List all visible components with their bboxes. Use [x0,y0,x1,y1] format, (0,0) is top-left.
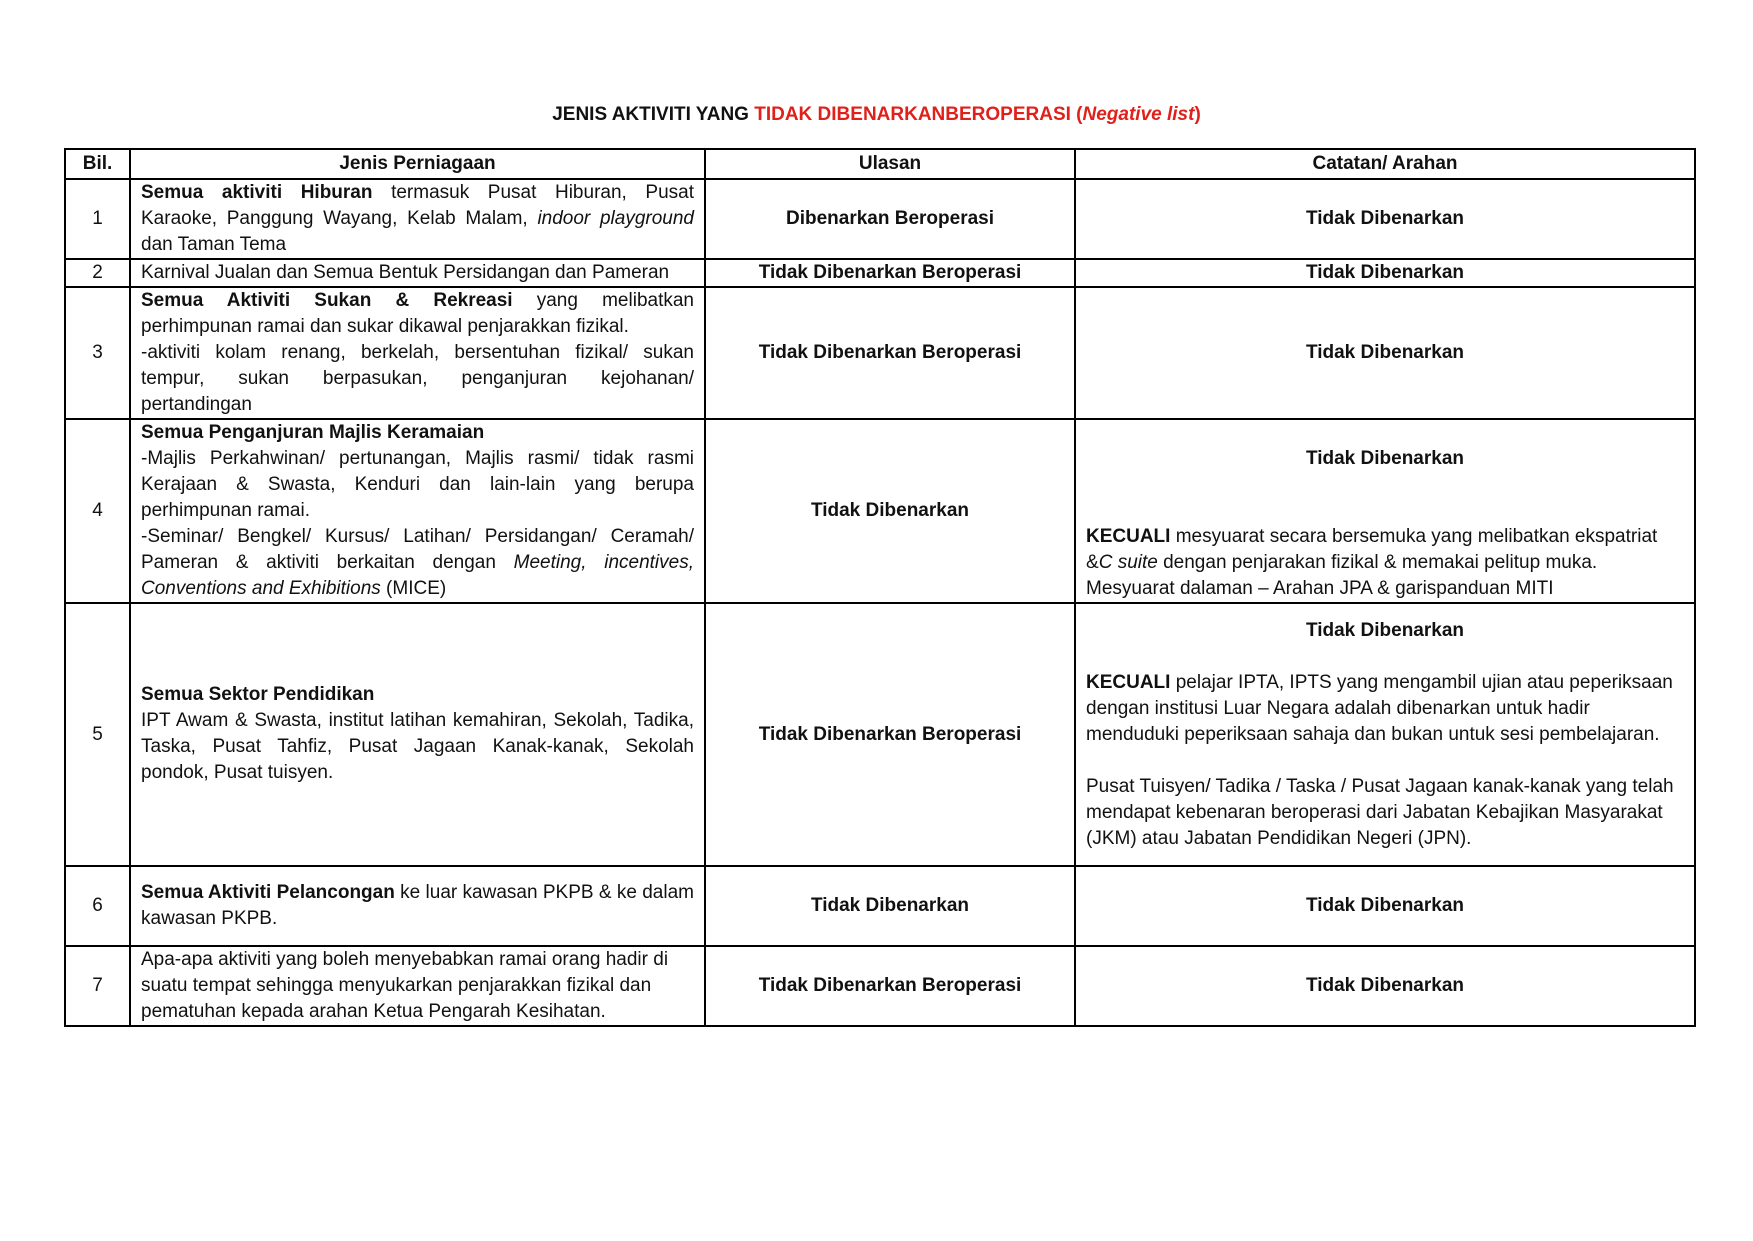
row-ulasan: Tidak Dibenarkan Beroperasi [705,287,1075,419]
table-row [65,603,1695,866]
row-catatan [1075,419,1695,603]
title-part-red: TIDAK DIBENARKANBEROPERASI ( [754,104,1083,125]
table-row [65,179,1695,259]
desc-text: termasuk Pusat Hiburan, Pusat Karaoke, Panggung Wayang, Kelab Malam, [141,182,694,229]
row-catatan: Tidak Dibenarkan [1075,179,1695,259]
row-number: 3 [65,287,130,419]
row-catatan: Tidak Dibenarkan [1075,259,1695,287]
desc-detail: -Majlis Perkahwinan/ pertunangan, Majlis rasmi/ tidak rasmi Kerajaan & Swasta, Kenduri dan lain-lain yang berupa perhimpunan ramai. [141,448,694,521]
kecuali-label: KECUALI [1086,526,1171,547]
catatan-heading: Tidak Dibenarkan [1305,448,1465,469]
table-header-row [65,149,1695,179]
row-description [130,287,705,419]
desc-detail: -Seminar/ Bengkel/ Kursus/ Latihan/ Persidangan/ Ceramah/ Pameran & aktiviti berkaitan dengan [141,526,694,573]
table-row [65,946,1695,1026]
row-ulasan: Tidak Dibenarkan Beroperasi [705,946,1075,1026]
negative-list-table [64,148,1696,1027]
header-ulasan: Ulasan [705,149,1075,179]
desc-detail: -aktiviti kolam renang, berkelah, bersentuhan fizikal/ sukan tempur, sukan berpasukan, penganjuran kejohanan/ pertandingan [141,342,694,415]
title-part-italic: Negative list [1082,104,1195,125]
catatan-text: pelajar IPTA, IPTS yang mengambil ujian atau peperiksaan dengan institusi Luar Negara adalah dibenarkan untuk hadir menduduki peperiksaan sahaja dan bukan untuk sesi pembelajaran. [1086,671,1673,745]
header-jenis-perniagaan: Jenis Perniagaan [130,149,705,179]
desc-text: (MICE) [380,578,447,599]
row-description: Apa-apa aktiviti yang boleh menyebabkan ramai orang hadir di suatu tempat sehingga menyukarkan penjarakkan fizikal dan pematuhan kepada arahan Ketua Pengarah Kesihatan. [130,946,705,1026]
table-row [65,419,1695,603]
desc-text: dan Taman Tema [141,234,287,255]
catatan-heading: Tidak Dibenarkan [1305,619,1465,641]
desc-detail: IPT Awam & Swasta, institut latihan kemahiran, Sekolah, Tadika, Taska, Pusat Tahfiz, Pusat Jagaan Kanak-kanak, Sekolah pondok, Pusat tuisyen. [141,710,694,783]
row-catatan: Tidak Dibenarkan [1075,946,1695,1026]
row-number: 4 [65,419,130,603]
row-catatan: Tidak Dibenarkan [1075,287,1695,419]
header-bil: Bil. [65,149,130,179]
row-description [130,603,705,866]
table-row [65,287,1695,419]
row-description [130,179,705,259]
row-ulasan: Tidak Dibenarkan Beroperasi [705,603,1075,866]
table-row [65,866,1695,946]
desc-bold: Semua Aktiviti Pelancongan [141,882,395,903]
title-part-close: ) [1194,104,1201,125]
desc-bold: Semua Penganjuran Majlis Keramaian [141,422,485,443]
catatan-text: dengan penjarakan fizikal & memakai pelitup muka. [1157,552,1598,573]
catatan-text: mesyuarat secara bersemuka yang melibatkan ekspatriat & [1086,526,1658,573]
catatan-text: Mesyuarat dalaman – Arahan JPA & garispanduan MITI [1086,578,1554,599]
row-number: 5 [65,603,130,866]
desc-bold: Semua Aktiviti Sukan & Rekreasi [141,290,513,311]
title-part-black: JENIS AKTIVITI YANG [552,104,755,125]
row-number: 7 [65,946,130,1026]
table-row [65,259,1695,287]
desc-text: ke luar kawasan PKPB & ke dalam kawasan PKPB. [141,882,694,929]
kecuali-label: KECUALI [1086,671,1171,693]
desc-italic: indoor playground [537,208,694,229]
desc-bold: Semua aktiviti Hiburan [141,182,373,203]
row-description [130,419,705,603]
header-catatan-arahan: Catatan/ Arahan [1075,149,1695,179]
row-ulasan: Tidak Dibenarkan [705,866,1075,946]
row-number: 6 [65,866,130,946]
desc-italic: Meeting, incentives, Conventions and Exhibitions [141,552,695,599]
row-ulasan: Tidak Dibenarkan [705,419,1075,603]
row-catatan [1075,603,1695,866]
document-title [0,104,1753,126]
row-ulasan: Tidak Dibenarkan Beroperasi [705,259,1075,287]
desc-bold: Semua Sektor Pendidikan [141,684,375,705]
row-number: 2 [65,259,130,287]
row-description: Karnival Jualan dan Semua Bentuk Persidangan dan Pameran [130,259,705,287]
desc-text: yang melibatkan perhimpunan ramai dan sukar dikawal penjarakkan fizikal. [141,290,694,337]
catatan-italic: C suite [1098,552,1158,573]
row-ulasan: Dibenarkan Beroperasi [705,179,1075,259]
row-description [130,866,705,946]
row-catatan: Tidak Dibenarkan [1075,866,1695,946]
catatan-text: Pusat Tuisyen/ Tadika / Taska / Pusat Jagaan kanak-kanak yang telah mendapat kebenaran beroperasi dari Jabatan Kebajikan Masyarakat (JKM) atau Jabatan Pendidikan Negeri (JPN). [1086,775,1674,849]
row-number: 1 [65,179,130,259]
